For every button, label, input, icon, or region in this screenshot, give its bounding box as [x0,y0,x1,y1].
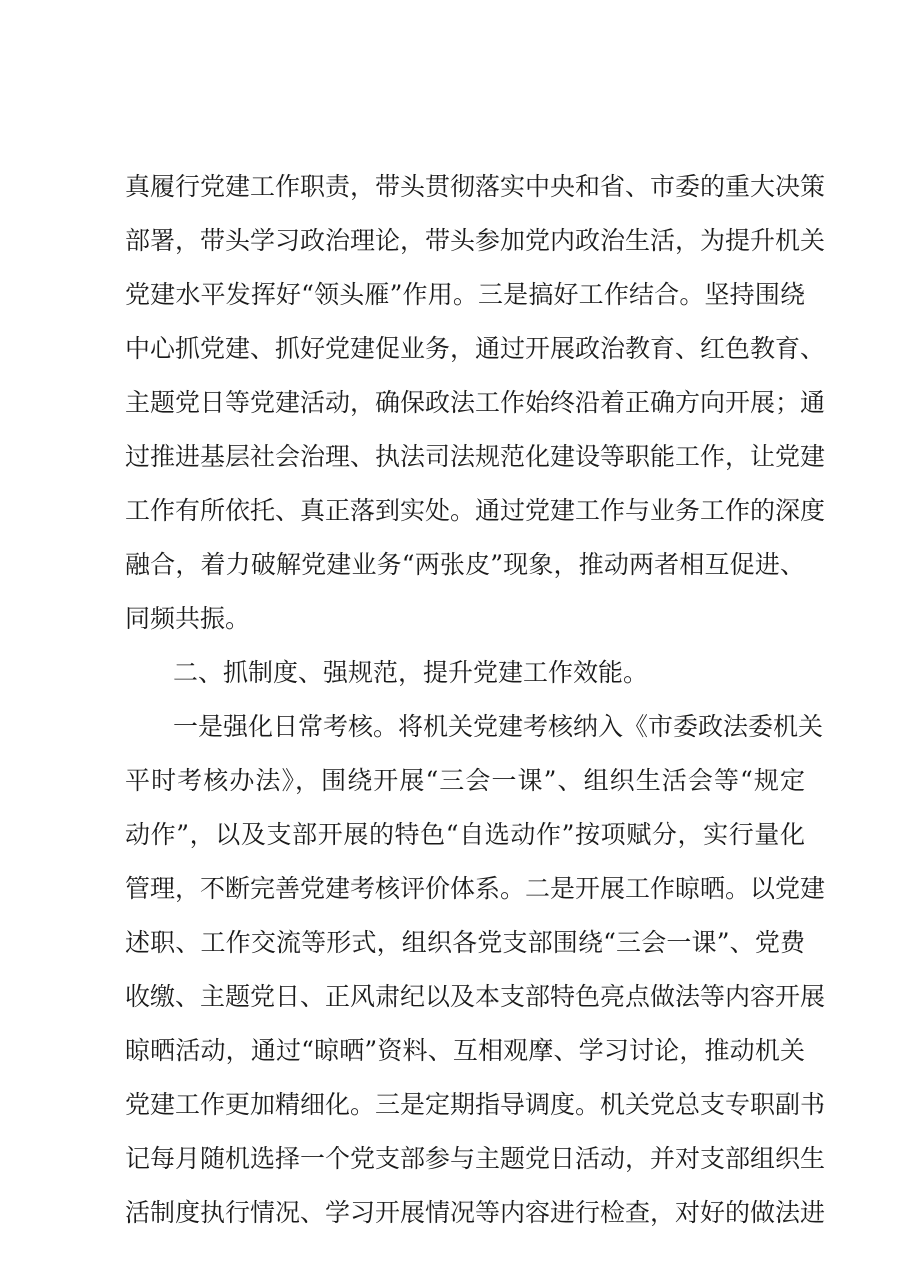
text-line: 工作有所依托、真正落到实处。通过党建工作与业务工作的深度 [125,496,826,525]
text-line: 晾晒活动，通过“晾晒”资料、互相观摩、学习讨论，推动机关 [125,1036,805,1065]
section-heading: 二、抓制度、强规范，提升党建工作效能。 [173,658,649,687]
text-line: 部署，带头学习政治理论，带头参加党内政治生活，为提升机关 [125,226,826,255]
text-line: 记每月随机选择一个党支部参与主题党日活动，并对支部组织生 [125,1144,826,1173]
text-line: 同频共振。 [125,604,251,633]
text-line: 收缴、主题党日、正风肃纪以及本支部特色亮点做法等内容开展 [125,982,826,1011]
text-line: 管理，不断完善党建考核评价体系。二是开展工作晾晒。以党建 [125,874,826,903]
text-line: 党建水平发挥好“领头雁”作用。三是搞好工作结合。坚持围绕 [125,280,805,309]
text-line: 主题党日等党建活动，确保政法工作始终沿着正确方向开展；通 [125,388,826,417]
text-line: 动作”，以及支部开展的特色“自选动作”按项赋分，实行量化 [125,820,805,849]
text-line: 过推进基层社会治理、执法司法规范化建设等职能工作，让党建 [125,442,826,471]
text-line: 述职、工作交流等形式，组织各党支部围绕“三会一课”、党费 [125,928,805,957]
text-line: 党建工作更加精细化。三是定期指导调度。机关党总支专职副书 [125,1090,826,1119]
text-line: 中心抓党建、抓好党建促业务，通过开展政治教育、红色教育、 [125,334,826,363]
text-line: 平时考核办法》，围绕开展“三会一课”、组织生活会等“规定 [125,766,805,795]
text-line: 活制度执行情况、学习开展情况等内容进行检查，对好的做法进 [125,1198,826,1227]
text-line: 一是强化日常考核。将机关党建考核纳入《市委政法委机关 [173,712,824,741]
text-line: 真履行党建工作职责，带头贯彻落实中央和省、市委的重大决策 [125,172,826,201]
text-line: 融合，着力破解党建业务“两张皮”现象，推动两者相互促进、 [125,550,805,579]
